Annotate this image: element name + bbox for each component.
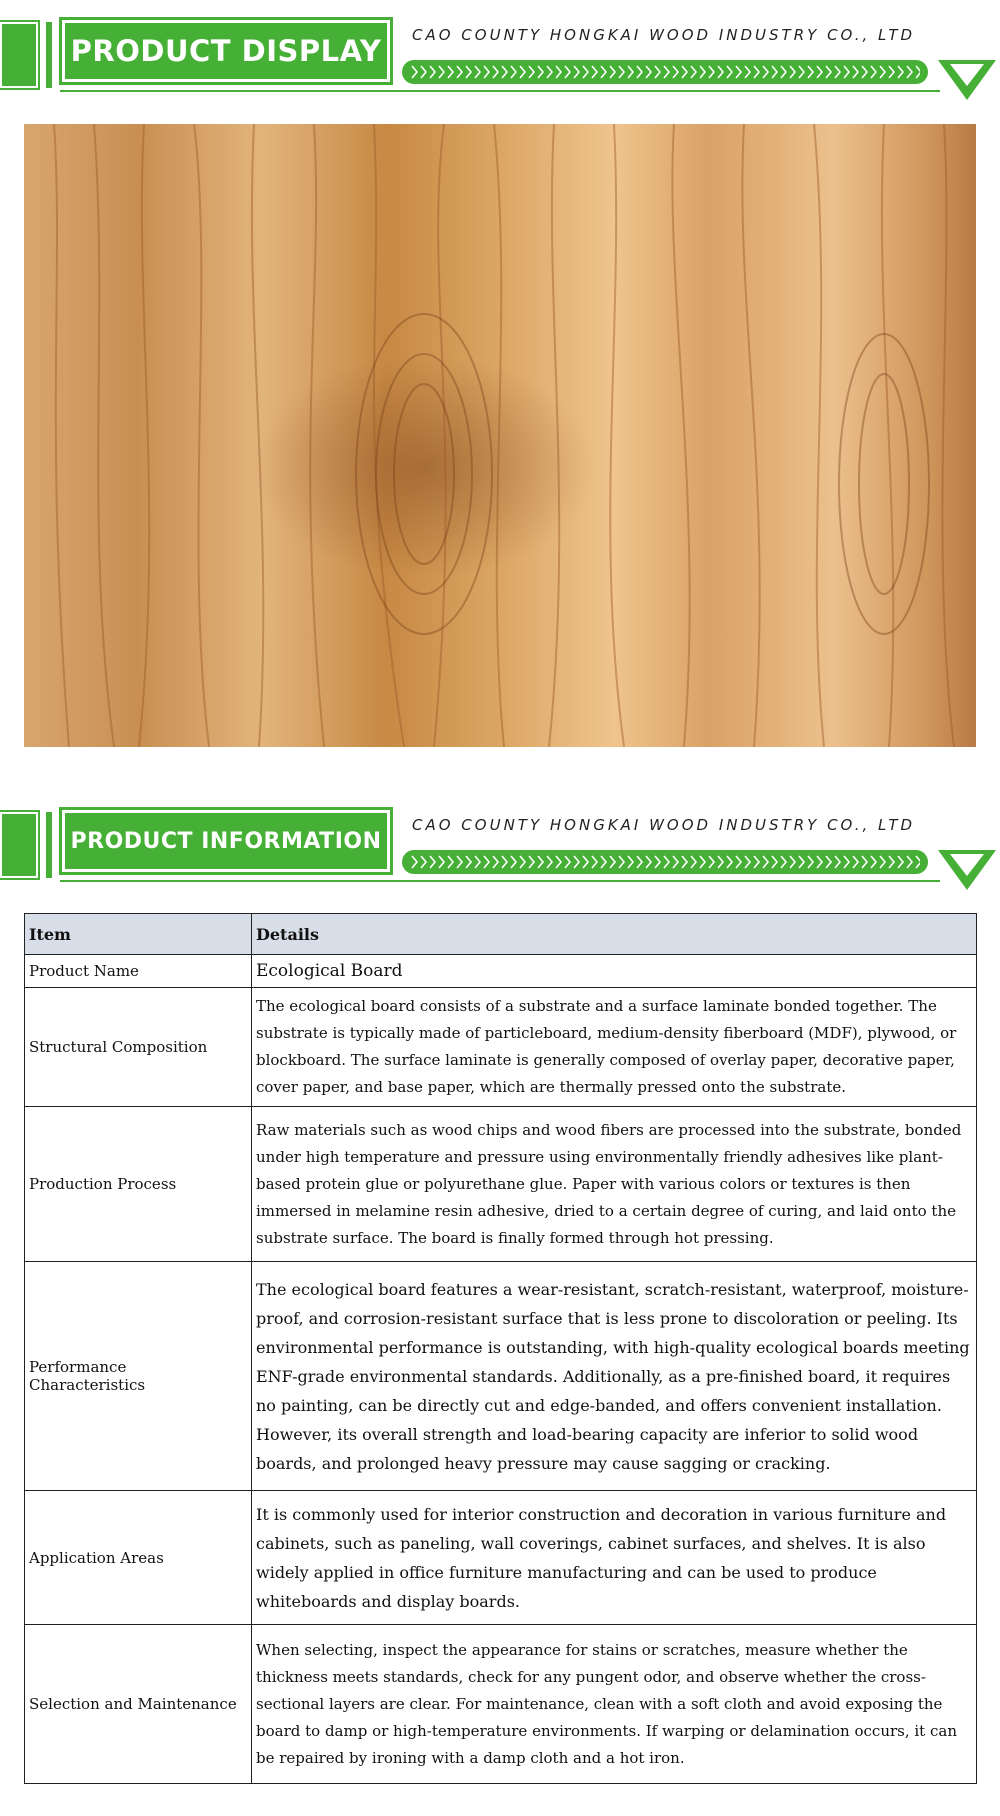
banner-accent-stripe (46, 812, 52, 878)
table-row (25, 1625, 977, 1784)
section-title: PRODUCT INFORMATION (70, 828, 382, 854)
banner-accent-bar (0, 22, 38, 88)
row-details: It is commonly used for interior construction and decoration in various furniture and cabinets, such as paneling, wall coverings, cabinet surfaces, and shelves. It is also widely applied in office furniture manufacturing and can be used to produce whiteboards and display boards. (252, 1491, 977, 1625)
banner-rule (60, 880, 940, 882)
product-info-table (24, 913, 977, 1784)
row-item: Product Name (25, 955, 252, 988)
chevron-pattern-icon (410, 850, 928, 874)
row-item: Structural Composition (25, 988, 252, 1107)
table-row (25, 1491, 977, 1625)
row-item: Production Process (25, 1107, 252, 1262)
table-row (25, 955, 977, 988)
row-item: Performance Characteristics (25, 1262, 252, 1491)
row-item: Selection and Maintenance (25, 1625, 252, 1784)
chevron-pattern-icon (410, 60, 928, 84)
row-item: Application Areas (25, 1491, 252, 1625)
banner-accent-bar (0, 812, 38, 878)
banner-title-box (62, 20, 390, 82)
chevron-bar (402, 60, 928, 84)
chevron-bar (402, 850, 928, 874)
column-header-details: Details (252, 914, 977, 955)
row-details: The ecological board features a wear-resistant, scratch-resistant, waterproof, moisture-proof, and corrosion-resistant surface that is less prone to discoloration or peeling. Its environmental performance is outstanding, with high-quality ecological boards meeting ENF-grade environmental standards. Additionally, as a pre-finished board, it requires no painting, can be directly cut and edge-banded, and offers convenient installation. However, its overall strength and load-bearing capacity are inferior to solid wood boards, and prolonged heavy pressure may cause sagging or cracking. (252, 1262, 977, 1491)
row-details: Raw materials such as wood chips and wood fibers are processed into the substrate, bonded under high temperature and pressure using environmentally friendly adhesives like plant-based protein glue or polyurethane glue. Paper with various colors or textures is then immersed in melamine resin adhesive, dried to a certain degree of curing, and laid onto the substrate surface. The board is finally formed through hot pressing. (252, 1107, 977, 1262)
table-header-row (25, 914, 977, 955)
company-name: CAO COUNTY HONGKAI WOOD INDUSTRY CO., LTD (412, 26, 916, 44)
table-row (25, 988, 977, 1107)
banner-title-box (62, 810, 390, 872)
column-header-item: Item (25, 914, 252, 955)
triangle-check-icon (936, 846, 998, 894)
table-row (25, 1107, 977, 1262)
row-details: Ecological Board (252, 955, 977, 988)
section-banner-display (0, 12, 1000, 102)
section-banner-information (0, 802, 1000, 892)
table-row (25, 1262, 977, 1491)
row-details: The ecological board consists of a substrate and a surface laminate bonded together. The substrate is typically made of particleboard, medium-density fiberboard (MDF), plywood, or blockboard. The surface laminate is generally composed of overlay paper, decorative paper, cover paper, and base paper, which are thermally pressed onto the substrate. (252, 988, 977, 1107)
row-details: When selecting, inspect the appearance for stains or scratches, measure whether the thickness meets standards, check for any pungent odor, and observe whether the cross-sectional layers are clear. For maintenance, clean with a soft cloth and avoid exposing the board to damp or high-temperature environments. If warping or delamination occurs, it can be repaired by ironing with a damp cloth and a hot iron. (252, 1625, 977, 1784)
company-name: CAO COUNTY HONGKAI WOOD INDUSTRY CO., LTD (412, 816, 916, 834)
section-title: PRODUCT DISPLAY (70, 34, 382, 68)
banner-rule (60, 90, 940, 92)
triangle-check-icon (936, 56, 998, 104)
banner-accent-stripe (46, 22, 52, 88)
wood-grain-product-image (24, 124, 976, 747)
